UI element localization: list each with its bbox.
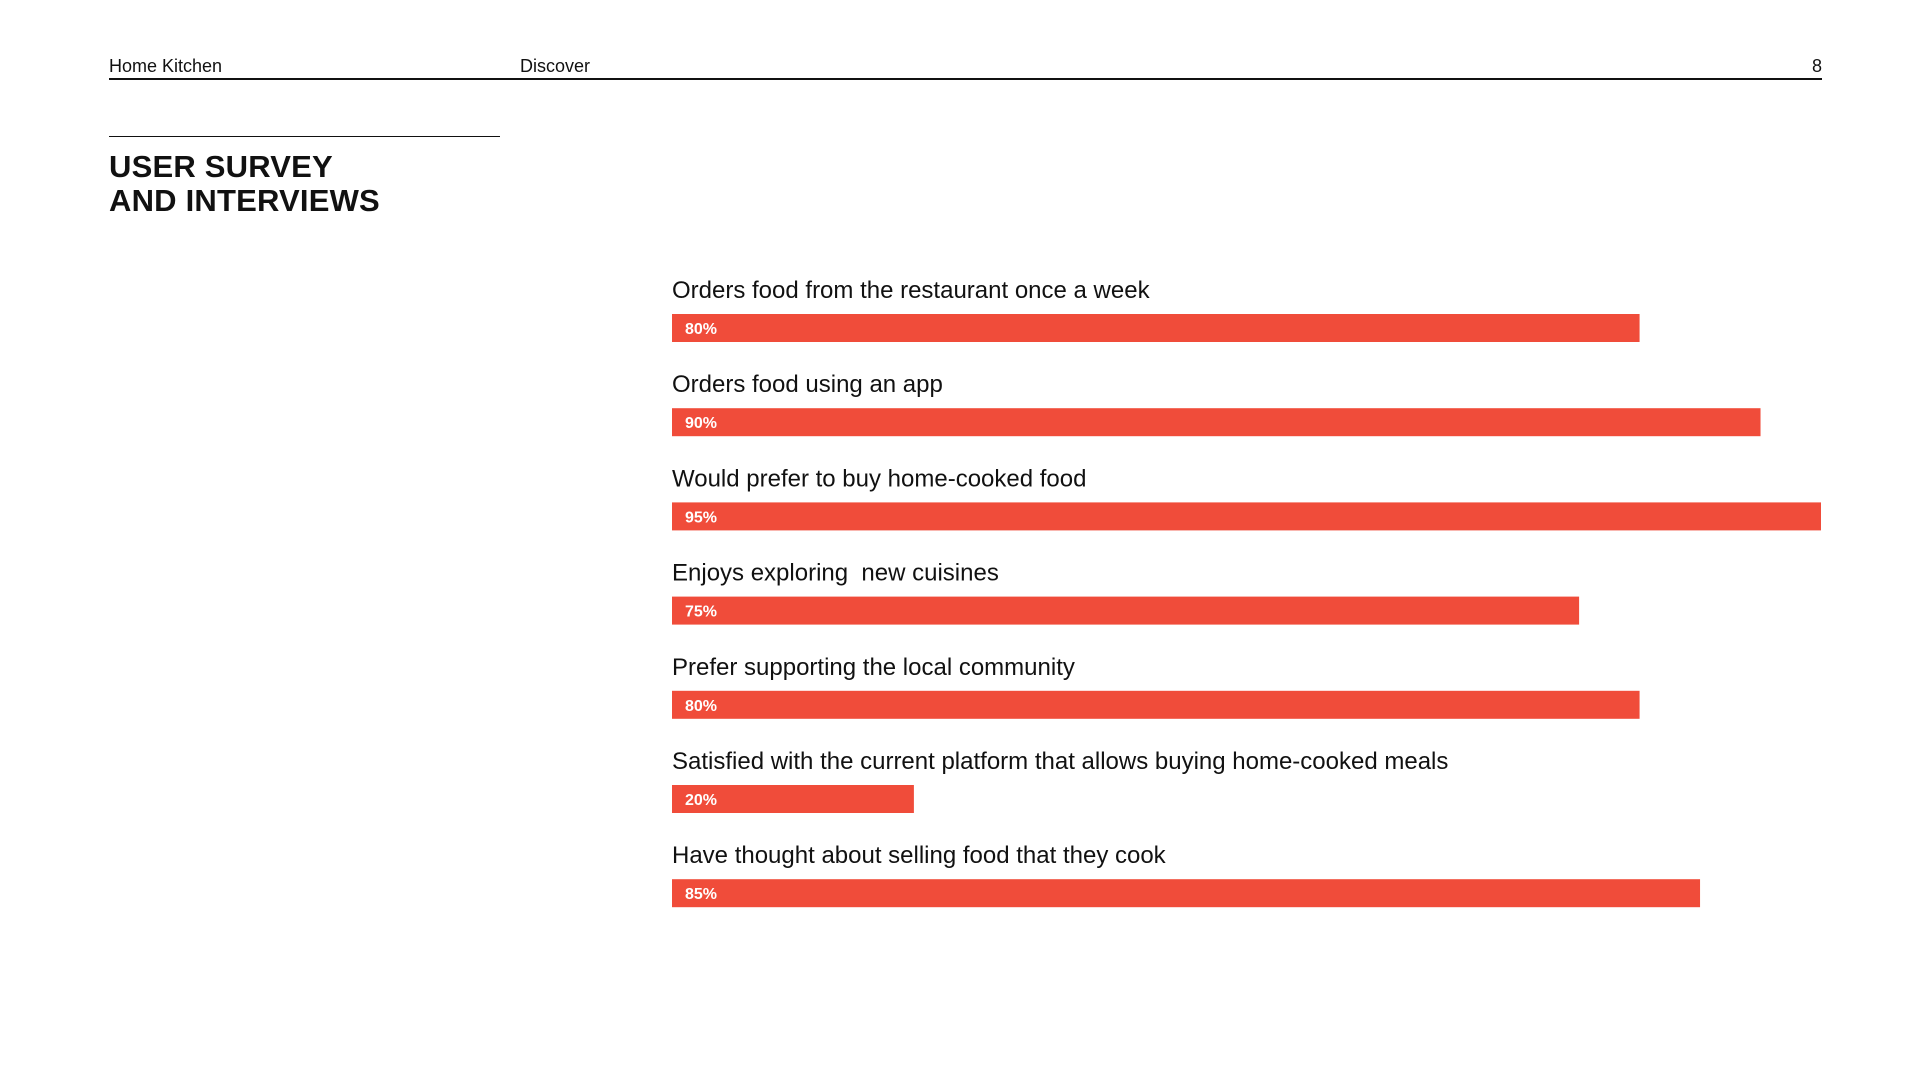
survey-bar: [672, 691, 1640, 719]
bar-value-label: 95%: [685, 509, 718, 527]
question-label: Would prefer to buy home-cooked food: [672, 465, 1087, 493]
survey-bar: [672, 879, 1700, 907]
question-label: Orders food using an app: [672, 371, 943, 399]
survey-bar: [672, 502, 1821, 530]
bar-value-label: 85%: [685, 886, 718, 904]
bar-value-label: 20%: [685, 792, 718, 809]
survey-bar: [672, 597, 1579, 625]
bar-value-label: 80%: [685, 697, 718, 715]
survey-bar: [672, 408, 1761, 436]
page-number: 8: [1811, 56, 1822, 76]
question-label: Satisfied with the current platform that allows buying home-cooked meals: [672, 748, 1449, 775]
page-title-line-2: AND INTERVIEWS: [109, 183, 380, 218]
question-label: Enjoys exploring new cuisines: [672, 559, 999, 587]
header-brand: Home Kitchen: [109, 56, 223, 76]
page-title-line-1: USER SURVEY: [109, 149, 333, 184]
bar-value-label: 90%: [685, 415, 718, 433]
question-label: Have thought about selling food that they cook: [672, 842, 1166, 870]
header-section: Discover: [520, 56, 591, 76]
question-label: Orders food from the restaurant once a week: [672, 277, 1150, 304]
bar-value-label: 75%: [685, 603, 718, 621]
survey-bar: [672, 314, 1640, 342]
bar-value-label: 80%: [685, 321, 718, 338]
question-label: Prefer supporting the local community: [672, 653, 1075, 681]
